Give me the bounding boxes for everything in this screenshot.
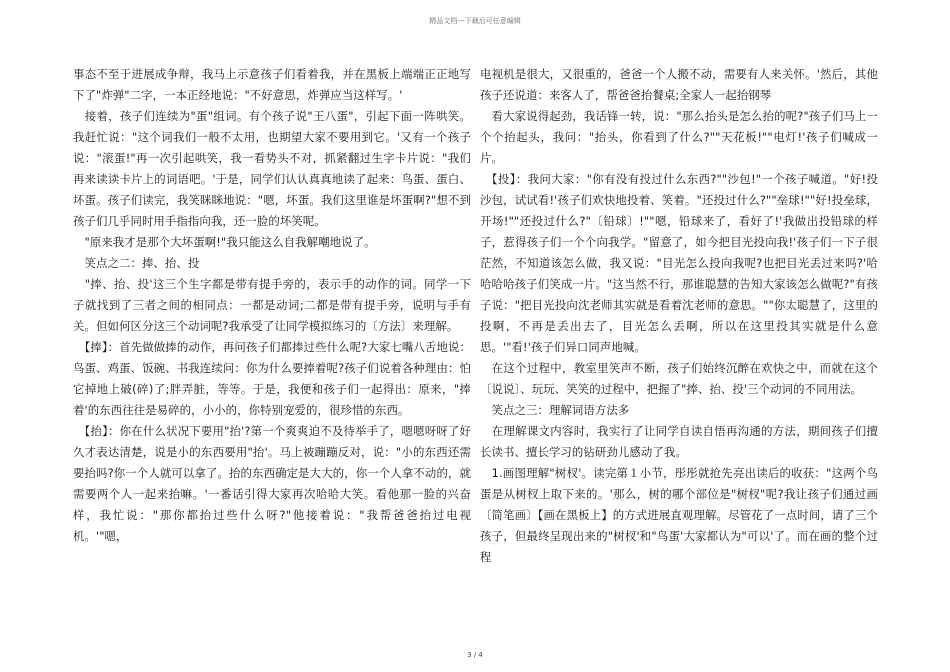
page-header: 精品文档---下载后可任意编辑 [429,17,521,25]
page-number: 3 / 4 [467,651,483,659]
section-heading: 笑点之二：捧、抬、投 [73,256,200,270]
right-text-column [480,64,878,568]
paragraph: 【投】：我问大家："你有没有投过什么东西?""沙包!"一个孩子喊道。"好!投沙包，试试看!'孩子们欢快地投着、笑着。"还投过什么?""垒球!""好!投垒球，开场!""还投过什么?"〔铅球〕!""嗯，铅球来了，看好了!'我做出投铅球的样子，惹得孩子们一个个向我学。"留意了，如今把目光投向我!'孩子们一下子很茫然，不知道该怎么做，我又说："目光怎么投向我呢?也把目光丢过来吗?'哈哈哈哈孩子们笑成一片。"这当然不行，那谁聪慧的告知大家该怎么做呢?"有孩子说："把目光投向沈老师其实就是看着沈老师的意思。""你太聪慧了，这里的投啊，不再是丢出去了，目光怎么丢啊，所以在这里投其实就是什么意思。'"看!'孩子们异口同声地喊。 [480,172,878,354]
paragraph: 事态不至于进展成争辩，我马上示意孩子们看着我，并在黑板上端端正正地写下了"炸弹"二字，一本正经地说："不好意思，炸弹应当这样写。' [73,67,471,102]
paragraph: 【抬】：你在什么状况下要用"抬'?第一个爽爽迫不及待举手了，嗯嗯呀呀了好久才表达清楚，说是小的东西要用"抬'。马上被蹦蹦反对，说："小的东西还需要抬吗?你一个人就可以拿了。抬的东西确定是大大的，你一个人拿不动的，就需要两个人一起来抬嘛。'一番话引得大家再次哈哈大笑。看他那一脸的兴奋样，我忙说："那你都抬过些什么呀?"他接着说："我帮爸爸抬过电视机。'"嗯， [73,424,471,543]
paragraph: "捧、抬、投'这三个生字都是带有提手旁的，表示手的动作的词。同学一下子就找到了三者之间的相同点：一都是动词;二都是带有提手旁，说明与手有关。但如何区分这三个动词呢?我承受了让同学模拟练习的〔方法〕来理解。 [73,277,471,333]
paragraph: "原来我才是那个大坏蛋啊!"我只能这么自我解嘲地说了。 [73,235,376,249]
left-text-column [73,64,471,547]
paragraph: 电视机是很大，又很重的，爸爸一个人搬不动，需要有人来关怀。'然后，其他孩子还说道：来客人了，帮爸爸抬餐桌;全家人一起抬钢琴 [480,67,878,102]
paragraph: 在理解课文内容时，我实行了让同学自读自悟再沟通的方法，期间孩子们擅长读书、擅长学习的钻研劲儿感动了我。 [480,424,878,459]
paragraph: 看大家说得起劲，我话锋一转，说："那么抬头是怎么抬的呢?"孩子们马上一个个抬起头，我问："抬头，你看到了什么?""天花板!""电灯!'孩子们喊成一片。 [480,109,878,165]
section-heading: 笑点之三：理解词语方法多 [480,403,630,417]
paragraph: 1.画图理解"树杈'。读完第１小节，彤彤就抢先亮出读后的收获："这两个鸟蛋是从树杈上取下来的。'那么，树的哪个部位是"树杈"呢?我让孩子们通过画〔简笔画〕【画在黑板上】的方式进展直观理解。尽管花了一点时间，请了三个孩子，但最终呈现出来的"树杈'和"鸟蛋'大家都认为"可以'了。而在画的整个过程 [480,466,878,564]
paragraph: 【捧】：首先做做捧的动作，再问孩子们都捧过些什么呢?大家七嘴八舌地说：鸟蛋、鸡蛋、饭碗、书我连续问：你为什么要捧着呢?孩子们说着各种理由：怕它掉地上破(碎)了;胖弄脏，等等。于是，我便和孩子们一起得出：原来，"捧着'的东西往往是易碎的，小小的，你特别宠爱的，很珍惜的东西。 [73,340,471,417]
paragraph: 接着，孩子们连续为"蛋"组词。有个孩子说"王八蛋"，引起下面一阵哄笑。我赶忙说："这个词我们一般不太用，也期望大家不要用到它。'又有一个孩子说："滚蛋!"再一次引起哄笑，我一看势头不对，抓紧翻过生字卡片说："我们再来读读卡片上的词语吧。'于是，同学们认认真真地读了起来：鸟蛋、蛋白、坏蛋。孩子们读完，我笑眯眯地说："嗯，坏蛋。我们这里谁是坏蛋啊?"想不到孩子们几乎同时用手指指向我，还一脸的坏笑呢。 [73,109,471,228]
paragraph: 在这个过程中，教室里笑声不断，孩子们始终沉醉在欢快之中，而就在这个〔说说〕、玩玩、笑笑的过程中，把握了"捧、抬、投'三个动词的不同用法。 [480,361,878,396]
